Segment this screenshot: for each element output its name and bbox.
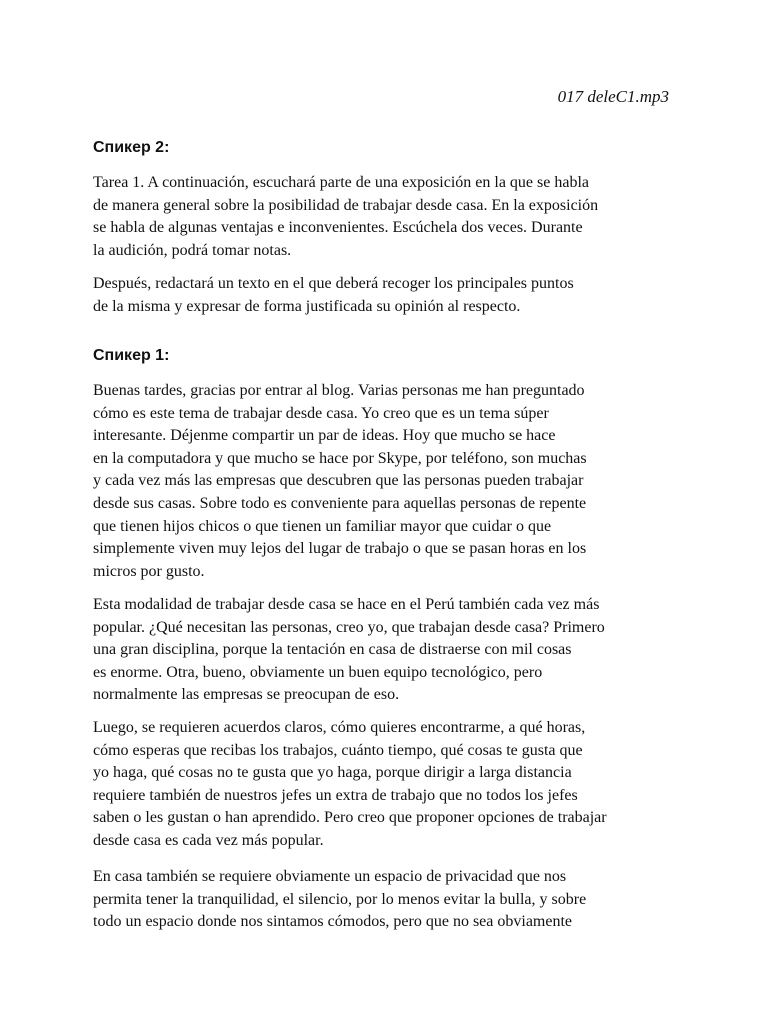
text-line: Esta modalidad de trabajar desde casa se hace en el Perú también cada vez más (93, 596, 600, 613)
text-line: cómo es este tema de trabajar desde casa. Yo creo que es un tema súper (93, 404, 549, 422)
text-line: de manera general sobre la posibilidad de trabajar desde casa. En la exposición (93, 196, 599, 214)
audio-file-reference: 017 deleC1.mp3 (557, 87, 669, 106)
text-line: yo haga, qué cosas no te gusta que yo haga, porque dirigir a larga distancia (93, 764, 572, 782)
text-line: normalmente las empresas se preocupan de eso. (93, 686, 400, 704)
text-line: y cada vez más las empresas que descubren que las personas pueden trabajar (93, 472, 584, 490)
paragraph-writing-instructions (93, 273, 574, 318)
text-line: la audición, podrá tomar notas. (93, 241, 292, 259)
text-line: que tienen hijos chicos o que tienen un familiar mayor que cuidar o que (93, 517, 552, 535)
text-line: Después, redactará un texto en el que deberá recoger los principales puntos (93, 275, 574, 292)
text-line: requiere también de nuestros jefes un extra de trabajo que no todos los jefes (93, 786, 578, 804)
text-line: de la misma y expresar de forma justificada su opinión al respecto. (93, 297, 521, 315)
paragraph-modality (93, 594, 605, 707)
text-line: Luego, se requieren acuerdos claros, cómo quieres encontrarme, a qué horas, (93, 719, 586, 736)
paragraph-task-instructions (93, 172, 598, 262)
text-line: Tarea 1. A continuación, escuchará parte de una exposición en la que se habla (93, 174, 590, 191)
text-line: simplemente viven muy lejos del lugar de trabajo o que se pasan horas en los (93, 540, 587, 558)
speaker-2-heading: Спикер 2: (93, 139, 170, 156)
text-line: todo un espacio donde nos sintamos cómodos, pero que no sea obviamente (93, 913, 573, 931)
paragraph-privacy (93, 866, 586, 934)
text-line: se habla de algunas ventajas e inconvenientes. Escúchela dos veces. Durante (93, 219, 583, 237)
text-line: saben o les gustan o han aprendido. Pero creo que proponer opciones de trabajar (93, 809, 607, 827)
paragraph-blog-intro (93, 380, 587, 583)
text-line: En casa también se requiere obviamente un espacio de privacidad que nos (93, 868, 567, 885)
text-line: interesante. Déjenme compartir un par de ideas. Hoy que mucho se hace (93, 427, 556, 445)
text-line: desde sus casas. Sobre todo es conveniente para aquellas personas de repente (93, 494, 587, 512)
text-line: micros por gusto. (93, 562, 205, 580)
text-line: una gran disciplina, porque la tentación en casa de distraerse con mil cosas (93, 641, 572, 659)
speaker-1-heading: Спикер 1: (93, 347, 170, 364)
text-line: es enorme. Otra, bueno, obviamente un buen equipo tecnológico, pero (93, 663, 543, 681)
text-line: permita tener la tranquilidad, el silencio, por lo menos evitar la bulla, y sobre (93, 890, 587, 908)
text-line: Buenas tardes, gracias por entrar al blog. Varias personas me han preguntado (93, 382, 585, 399)
text-line: en la computadora y que mucho se hace por Skype, por teléfono, son muchas (93, 449, 587, 467)
text-line: cómo esperas que recibas los trabajos, cuánto tiempo, qué cosas te gusta que (93, 741, 583, 759)
paragraph-agreements (93, 717, 607, 853)
text-line: desde casa es cada vez más popular. (93, 831, 324, 849)
text-line: popular. ¿Qué necesitan las personas, creo yo, que trabajan desde casa? Primero (93, 618, 605, 636)
